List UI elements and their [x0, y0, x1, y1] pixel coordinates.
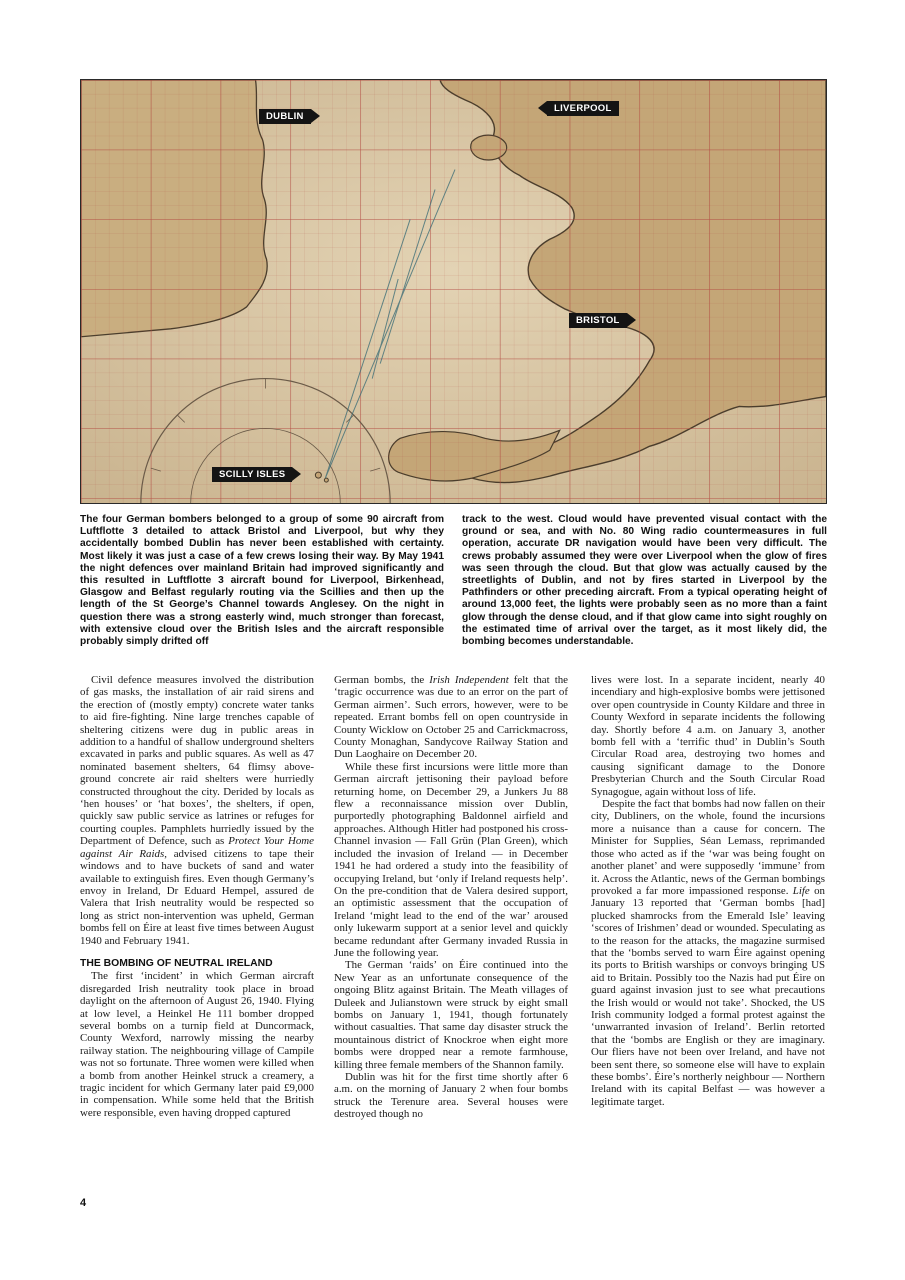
- paragraph: Dublin was hit for the first time shortly after 6 a.m. on the morning of January 2 when four bombs struck the Terenure area. Several houses were destroyed though no: [334, 1071, 568, 1121]
- paragraph: While these first incursions were little more than German aircraft jettisoning their payload before returning home, on December 29, a Junkers Ju 88 flew a reconnaissance mission over Dublin, purportedly photographing Baldonnel airfield and approaches. Although Hitler had postponed his cross-Channel invasion — Fall Grün (Plan Green), which included the invasion of Ireland — in December 1941 he had ordered a study into the feasibility of occupying Ireland, but ‘only if Ireland requests help’. On the pre-condition that de Valera desired support, an optimistic assessment that the occupation of Ireland ‘might lead to the end of the war’ aroused only lukewarm support at a senior level and quickly became redundant after Germany invaded Russia in June the following year.: [334, 760, 568, 959]
- map-caption-right: track to the west. Cloud would have prevented visual contact with the ground or sea, and with No. 80 Wing radio countermeasures in full operation, accurate DR navigation would have been very difficult. The crews probably assumed they were over Liverpool when the glow of fires was seen through the cloud. But that glow was actually caused by the streetlights of Dublin, and not by fires started in Liverpool by the Pathfinders or other preceding aircraft. From a typical operating height of around 13,000 feet, the lights were probably seen as no more than a faint glow through the dense cloud, and if that glow came into sight roughly on the estimated time of arrival over the target, as it most likely did, the bombing becomes understandable.: [462, 514, 827, 648]
- section-heading: THE BOMBING OF NEUTRAL IRELAND: [80, 957, 273, 969]
- bristol-label: BRISTOL: [569, 313, 627, 328]
- article-column-2: [334, 674, 568, 1121]
- article-column-3: [591, 674, 825, 1108]
- dublin-label: DUBLIN: [259, 109, 311, 124]
- scilly-isles-label: SCILLY ISLES: [212, 467, 292, 482]
- paragraph: The German ‘raids’ on Éire continued into the New Year as an unfortunate consequence of the ongoing Blitz against Britain. The Meath villages of Duleek and Julianstown were struck by eight small bombs on January 1, 1941, though fortunately without casualties. That same day disaster struck the mountainous district of Knockroe when eight more bombs were dropped near a remote farmhouse, killing three female members of the Shannon family.: [334, 959, 568, 1071]
- paragraph: lives were lost. In a separate incident, nearly 40 incendiary and high-explosive bombs were jettisoned over open countryside in County Kildare and three in County Wexford in separate incidents the following day. Shortly before 4 a.m. on January 3, another bomb fell with a ‘terrific thud’ in Dublin’s South Circular Road area, destroying two homes and causing significant damage to the Donore Presbyterian Church and the South Circular Road Synagogue, again without loss of life.: [591, 674, 825, 798]
- article-column-1: [80, 674, 314, 1119]
- paragraph: Civil defence measures involved the distribution of gas masks, the installation of air raid sirens and the erection of (mostly empty) concrete water tanks to aid fire-fighting. Nine large trenches capable of sheltering citizens were dug in public areas in addition to a handful of shallow underground shelters excavated in parks and public squares. As well as 47 nominated basement shelters, 64 flimsy above-ground concrete air raid shelters were hurriedly constructed throughout the city. Derided by locals as ‘hen houses’ or ‘hat boxes’, the shelters, if open, quickly saw public service as latrines or refuges for courting couples. Pamphlets hurriedly issued by the Department of Defence, such as Protect Your Home against Air Raids, advised citizens to tape their windows and to have buckets of sand and water available to extinguish fires. Even though Germany’s envoy in Ireland, Dr Eduard Hempel, assured de Valera that Irish neutrality would be respected so long as strict non-intervention was upheld, German bombs fell on Éire at least five times between August 1940 and February 1941.: [80, 674, 315, 947]
- paragraph: Despite the fact that bombs had now fallen on their city, Dubliners, on the whole, found the incursions more a nuisance than a cause for concern. The Minister for Supplies, Séan Lemass, reprimanded those who acted as if the ‘war was being fought on another planet’ and were supposedly ‘immune’ from it. Across the Atlantic, news of the German bombings provoked a far more impassioned response. Life on January 13 reported that ‘German bombs [had] plucked shamrocks from the Emerald Isle’ leaving ‘scores of Irishmen’ dead or wounded. Speculating as to the reason for the attacks, the magazine surmised that the ‘bombs served to warn Éire against opening its ports to British warships or convoys bringing US aid to Britain. Possibly too the Nazis had put Éire on guard against invasion just to see what precautions the Irish would or would not take’. Shocked, the US Irish community lodged a formal protest against the ‘unwarranted invasion of Ireland’. Berlin retorted that the ‘bombs are English or they are imaginary. Our fliers have not been over Ireland, and have not been sent there, so someone else will have to explain these bombs’. Éire’s northerly neighbour — Northern Ireland with its capital Belfast — was however a legitimate target.: [591, 798, 825, 1108]
- paragraph: The first ‘incident’ in which German aircraft disregarded Irish neutrality took place in broad daylight on the afternoon of August 26, 1940. Flying at low level, a Heinkel He 111 bomber dropped several bombs on a turnip field at Duncormack, County Wexford, narrowly missing the nearby railway station. The neighbouring village of Campile was not so fortunate. Three women were killed when a bomb from another Heinkel struck a creamery, a tragic incident for which Germany later paid £9,000 in compensation. While some held that the British were responsible, even having dropped captured: [80, 970, 314, 1119]
- map-artwork: [81, 80, 826, 503]
- paragraph: German bombs, the Irish Independent felt that the ‘tragic occurrence was due to an error on the part of German airmen’. Such errors, however, were to be repeated. Errant bombs fell on open countryside in County Wicklow on October 25 and Carrickmacross, County Monaghan, Sandycove Railway Station and Dun Laoghaire on December 20.: [334, 674, 569, 761]
- page-number: 4: [80, 1197, 87, 1209]
- major-grid: [81, 80, 826, 503]
- liverpool-label: LIVERPOOL: [547, 101, 619, 116]
- wartime-navigation-map: [80, 79, 827, 504]
- map-caption-left: The four German bombers belonged to a group of some 90 aircraft from Luftflotte 3 detailed to attack Bristol and Liverpool, but why they accidentally bombed Dublin has never been established with certainty. Most likely it was just a case of a few crews losing their way. By May 1941 the night defences over mainland Britain had improved significantly and this resulted in Luftflotte 3 aircraft bound for Liverpool, Birkenhead, Glasgow and Belfast regularly routing via the Scillies and then up the length of the St George’s Channel towards Anglesey. On the night in question there was a strong easterly wind, much stronger than forecast, with extensive cloud over the British Isles and the aircraft responsible probably simply drifted off: [80, 514, 444, 648]
